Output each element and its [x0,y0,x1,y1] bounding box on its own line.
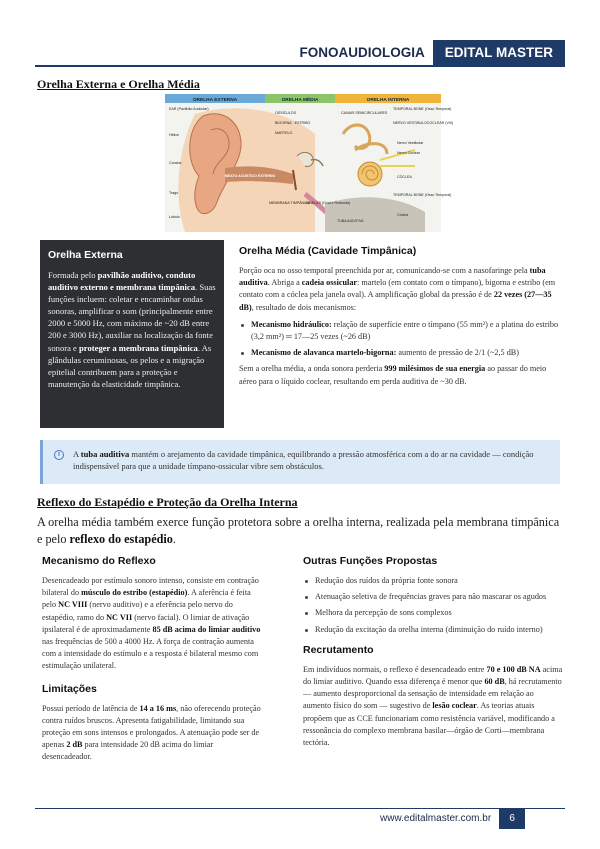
middle-ear-paragraph-2: Sem a orelha média, a onda sonora perderia 999 milésimos de sua energia ao passar do meio aéreo para o líquido coclear, resultando em perda auditiva de ~30 dB. [239,364,547,386]
svg-text:Lóbulo: Lóbulo [169,215,180,219]
recruitment-title: Recrutamento [303,643,374,656]
other-functions-list [303,575,563,636]
reflex-intro: A orelha média também exerce função protetora sobre a orelha interna, realizada pela membrana timpânica e pelo reflexo do estapédio. [37,515,560,546]
svg-text:ORELHA MÉDIA: ORELHA MÉDIA [281,98,319,103]
info-note: i A tuba auditiva mantém o arejamento da cavidade timpânica, equilibrando a pressão atmosférica com a do ar na cavidade — condição indispensável para que a unidade tímpano-ossicular vibre sem obstáculos. [40,440,560,484]
mechanism-text: Desencadeado por estímulo sonoro intenso, consiste em contração bilateral do músculo do estribo (estapédio). A aferência é feita pelo NC VIII (nervo auditivo) e a eferência pelo nervo do estapédio, ramo do NC VII (nervo facial). O limiar de ativação ipsilateral é de aproximadamente 85 dB acima do limiar auditivo nas frequências de 500 a 4000 Hz. A força de contração aumenta com a intensidade do estímulo e a resposta é bilateral mesmo com estimulação unilateral. [42,576,261,671]
svg-text:ORELHA EXTERNA: ORELHA EXTERNA [192,98,238,103]
limits-text: Possui período de latência de 14 a 16 ms, não oferecendo proteção contra ruídos bruscos. Apresenta fatigabilidade, limitando sua proteção em sons intensos e prolongados. A atenuação pode ser de apenas 2 dB para intensidade 20 dB acima do limiar desencadeador. [42,703,261,762]
limits-title: Limitações [42,682,97,695]
svg-text:BIGORNA · ESTRIBO: BIGORNA · ESTRIBO [275,121,311,125]
subject-title: FONOAUDIOLOGIA [299,45,425,60]
svg-text:Hélice: Hélice [169,133,179,137]
header-divider [35,65,565,67]
svg-text:Cóclea: Cóclea [397,213,409,217]
ear-anatomy-figure [165,94,454,232]
page-header [0,40,565,65]
section-title-ear: Orelha Externa e Orelha Média [37,77,200,91]
list-item: Redução dos ruídos da própria fonte sonora [303,575,563,587]
svg-text:EAR (Pavilhão Auricular): EAR (Pavilhão Auricular) [169,107,209,111]
list-item: Mecanismo de alavanca martelo-bigorna: aumento de pressão de 2/1 (~2,5 dB) [239,347,564,359]
recruitment-text: Em indivíduos normais, o reflexo é desencadeado entre 70 e 100 dB NA acima do limiar auditivo. Quando essa diferença é menor que 60 dB, há recrutamento — aumento desproporcional da sensação de intensidade em relação ao aumento físico do som — sugestivo de lesão coclear. As teorias atuais propõem que as CCE funcionariam como resistência variável, modificando a ressonância do complexo membrana basilar—órgão de Corti—membrana tectória. [303,664,563,748]
reflex-left-column [42,555,262,769]
svg-text:Concha: Concha [169,161,182,165]
svg-text:ORELHA INTERNA: ORELHA INTERNA [366,98,410,103]
brand-badge: EDITAL MASTER [433,40,565,65]
svg-text:CANAIS SEMICIRCULARES: CANAIS SEMICIRCULARES [341,111,388,115]
svg-text:CÓCLEA: CÓCLEA [397,175,412,179]
middle-ear-paragraph-1: Porção oca no osso temporal preenchida por ar, comunicando-se com a nasofaringe pela tuba auditiva. Abriga a cadeia ossicular: martelo (em contato com o tímpano), bigorna e estribo (em contato com a cóclea pela janela oval). A amplificação global da pressão é de 22 vezes (27—35 dB), resultado de dois mecanismos: [239,266,556,312]
outer-ear-card [40,240,224,428]
svg-text:NERVO VESTIBULOCOCLEAR (VIII): NERVO VESTIBULOCOCLEAR (VIII) [393,121,454,125]
svg-text:MARTELO: MARTELO [275,131,293,135]
list-item: Mecanismo hidráulico: relação de superfície entre o tímpano (55 mm²) e a platina do estribo (3,2 mm²) ═ 17—25 vezes (~26 dB) [239,319,564,343]
reflex-right-column [303,555,563,754]
page-number: 6 [499,809,525,829]
svg-text:JANELAS (Oval e Redonda): JANELAS (Oval e Redonda) [305,201,351,205]
svg-text:TEMPORAL BONE (Osso Temporal): TEMPORAL BONE (Osso Temporal) [393,107,452,111]
svg-text:Nervo Coclear: Nervo Coclear [397,151,420,155]
svg-text:MEMBRANA TIMPÂNICA: MEMBRANA TIMPÂNICA [269,201,311,205]
info-icon: i [54,450,64,460]
middle-ear-title: Orelha Média (Cavidade Timpânica) [239,245,417,257]
other-functions-title: Outras Funções Propostas [303,555,438,567]
svg-text:MEATO ACÚSTICO EXTERNO: MEATO ACÚSTICO EXTERNO [224,174,276,178]
mechanism-title: Mecanismo do Reflexo [42,555,156,567]
outer-ear-text: Formada pelo pavilhão auditivo, conduto auditivo externo e membrana timpânica. Suas funções incluem: coletar e encaminhar ondas sonoras, amplificar o som (principalmente entre 2000 e 5000 Hz, com máximo de ~20 dB entre 200 e 3000 Hz), auxiliar na localização da fonte sonora e proteger a membrana timpânica. As glândulas ceruminosas, os pelos e a migração epitelial contribuem para a proteção e manutenção da elasticidade timpânica. [48,270,216,389]
website-link[interactable]: www.editalmaster.com.br [380,813,492,824]
svg-text:Trago: Trago [169,191,179,195]
page-footer [380,809,525,829]
list-item: Atenuação seletiva de frequências graves para não mascarar os agudos [303,591,563,603]
svg-text:TUBA AUDITIVA: TUBA AUDITIVA [337,219,364,223]
middle-ear-section [239,245,564,393]
svg-text:Nervo Vestibular: Nervo Vestibular [397,141,424,145]
list-item: Redução da excitação da orelha interna (diminuição do ruído interno) [303,624,563,636]
svg-text:TEMPORAL BONE (Osso Temporal): TEMPORAL BONE (Osso Temporal) [393,193,452,197]
outer-ear-title: Orelha Externa [48,249,123,261]
svg-text:OSSÍCULOS: OSSÍCULOS [275,111,296,115]
mechanism-list [239,319,564,360]
section-title-reflex: Reflexo do Estapédio e Proteção da Orelha Interna [37,495,298,509]
list-item: Melhora da percepção de sons complexos [303,607,563,619]
